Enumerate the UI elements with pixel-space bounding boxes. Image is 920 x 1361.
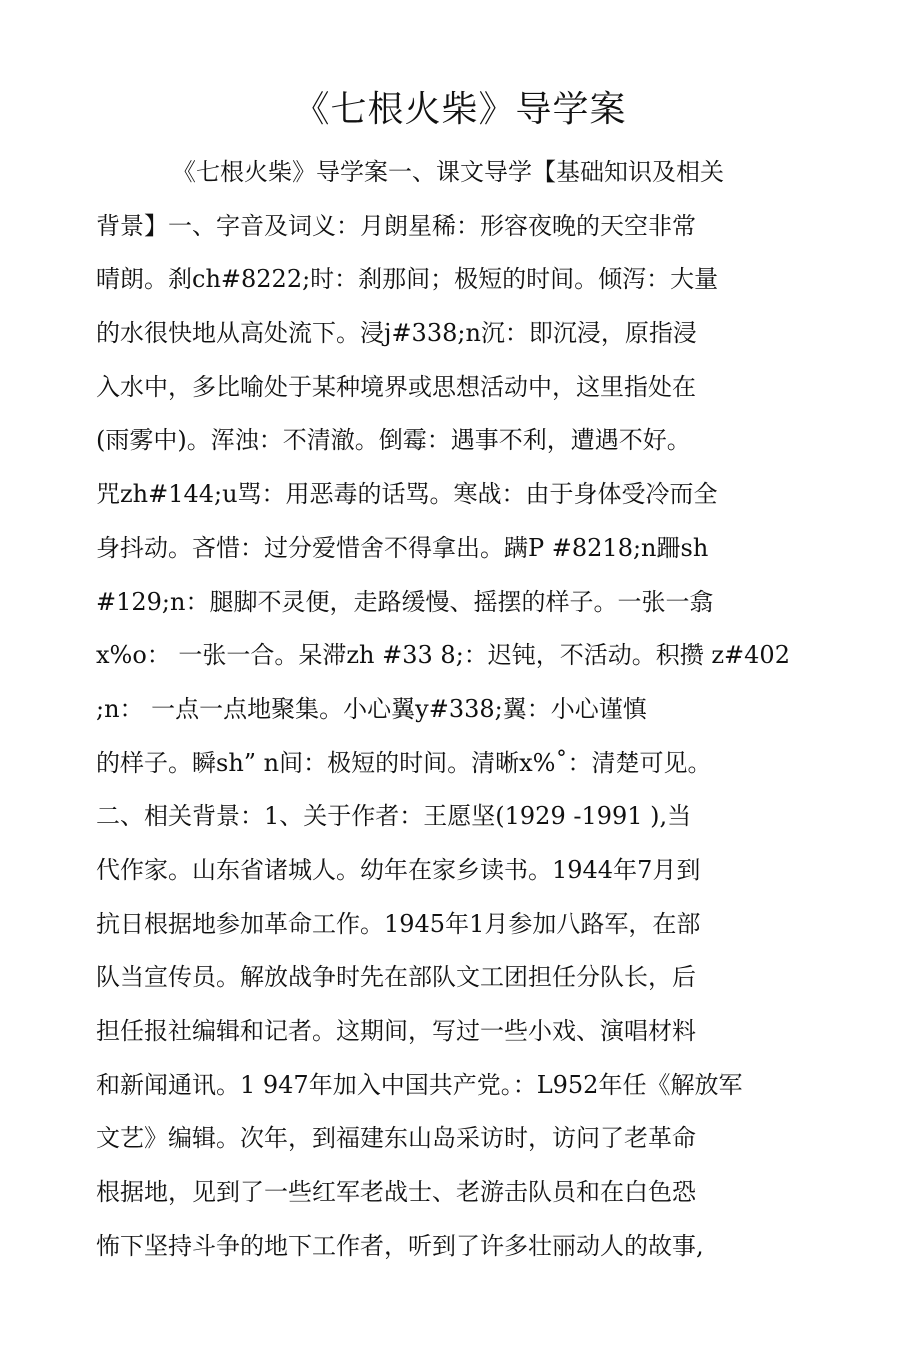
text-line: 的水很快地从高处流下。浸j#338;n沉：即沉浸，原指浸	[96, 319, 697, 348]
text-line: 背景】一、字音及词义：月朗星稀：形容夜晚的天空非常	[96, 211, 696, 240]
text-line: x%o： 一张一合。呆滞zh #33 8;：迟钝，不活动。积攒 z#402	[96, 641, 790, 670]
document-body	[96, 150, 836, 1277]
text-line: 晴朗。刹ch#8222;时：刹那间；极短的时间。倾泻：大量	[96, 265, 719, 294]
document-title: 《七根火柴》导学案	[293, 89, 627, 130]
text-line: 根据地，见到了一些红军老战士、老游击队员和在白色恐	[96, 1178, 696, 1207]
text-line: 代作家。山东省诸城人。幼年在家乡读书。1944年7月到	[96, 855, 701, 884]
text-line: 身抖动。吝惜：过分爱惜舍不得拿出。蹒P #8218;n跚sh	[96, 533, 709, 562]
text-line: 怖下坚持斗争的地下工作者，听到了许多壮丽动人的故事,	[96, 1231, 704, 1260]
text-line: 二、相关背景：1、关于作者：王愿坚(1929 -1991 ),当	[96, 802, 692, 831]
text-line: 的样子。瞬sh” n间：极短的时间。清晰x%˚：清楚可见。	[96, 748, 712, 777]
text-line: 咒zh#144;u骂：用恶毒的话骂。寒战：由于身体受冷而全	[96, 480, 718, 509]
text-line: 抗日根据地参加革命工作。1945年1月参加八路军，在部	[96, 909, 701, 938]
text-line: ;n： 一点一点地聚集。小心翼y#338;翼：小心谨慎	[96, 694, 647, 723]
text-line: 队当宣传员。解放战争时先在部队文工团担任分队长，后	[96, 963, 696, 992]
text-line: 文艺》编辑。次年，到福建东山岛采访时，访问了老革命	[96, 1124, 696, 1153]
text-line: #129;n：腿脚不灵便，走路缓慢、摇摆的样子。一张一翕	[96, 587, 714, 616]
text-line: 和新闻通讯。1 947年加入中国共产党。：L952年任《解放军	[96, 1070, 743, 1099]
text-line: (雨雾中)。浑浊：不清澈。倒霉：遇事不利，遭遇不好。	[96, 426, 691, 455]
text-line: 《七根火柴》导学案一、课文导学【基础知识及相关	[172, 158, 724, 186]
text-line: 入水中，多比喻处于某种境界或思想活动中，这里指处在	[96, 372, 696, 401]
text-line: 担任报社编辑和记者。这期间，写过一些小戏、演唱材料	[96, 1017, 696, 1045]
